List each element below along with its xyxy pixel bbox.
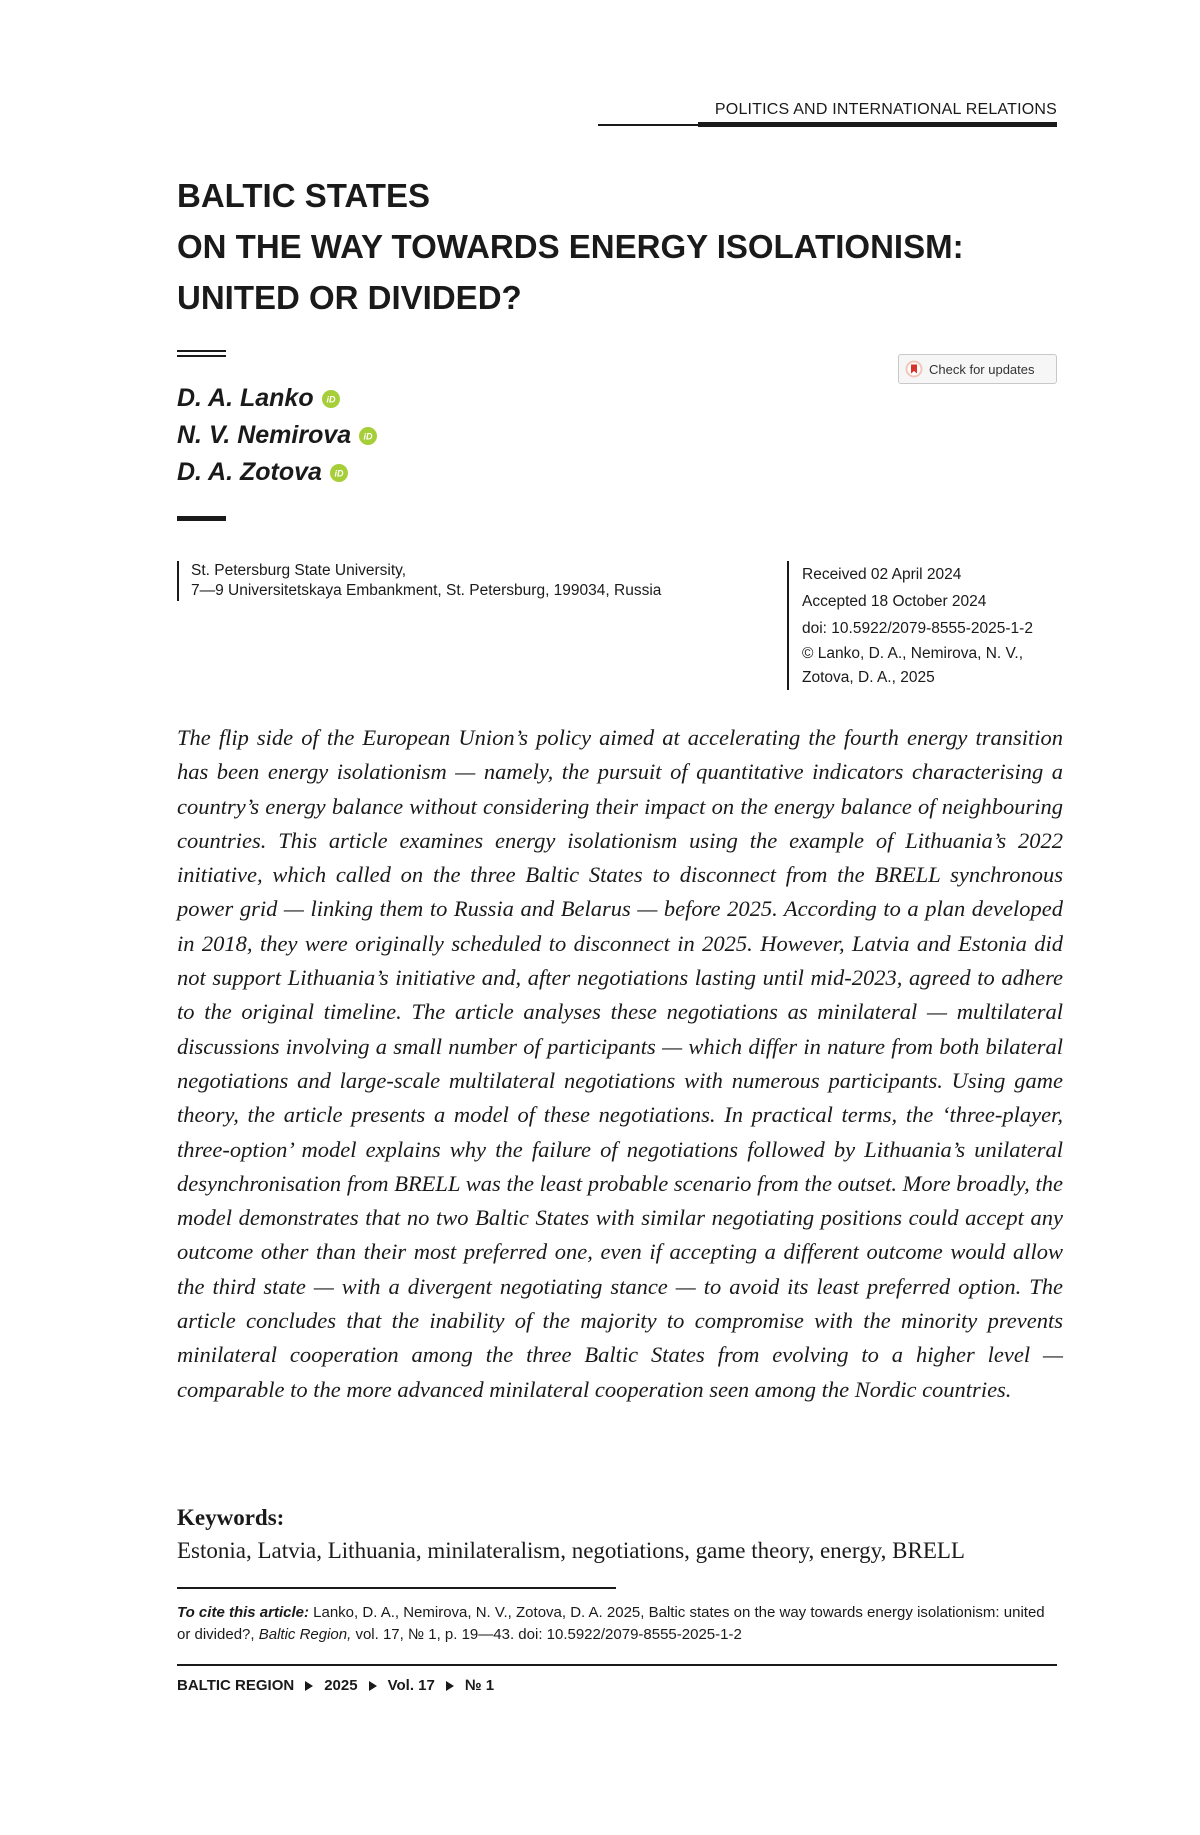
- footer-year: 2025: [324, 1677, 358, 1694]
- accepted-date: Accepted 18 October 2024: [802, 593, 987, 610]
- copyright-line: Zotova, D. A., 2025: [802, 669, 935, 686]
- title-line: BALTIC STATES: [177, 177, 430, 214]
- footer-issue: № 1: [464, 1677, 495, 1694]
- section-label: POLITICS AND INTERNATIONAL RELATIONS: [714, 101, 1057, 118]
- article-meta-block: [787, 561, 1033, 690]
- doi-link[interactable]: doi: 10.5922/2079-8555-2025-1-2: [802, 620, 1033, 637]
- author-item: [177, 454, 377, 491]
- abstract-text: The flip side of the European Union’s policy aimed at accelerating the fourth energy transition has been energy isolationism — namely, the pursuit of quantitative indicators characterising a country’s energy balance without considering their impact on the energy balance of neighbouring countries. This article examines energy isolationism using the example of Lithuania’s 2022 initiative, which called on the three Baltic States to disconnect from the BRELL synchronous power grid — linking them to Russia and Belarus — before 2025. According to a plan developed in 2018, they were originally scheduled to disconnect in 2025. However, Latvia and Estonia did not support Lithuania’s initiative and, after negotiations lasting until mid-2023, agreed to adhere to the original timeline. The article analyses these negotiations as minilateral — multilateral discussions involving a small number of participants — which differ in nature from both bilateral negotiations and large-scale multilateral negotiations with numerous participants. Using game theory, the article presents a model of these negotiations. In practical terms, the ‘three-player, three-option’ model explains why the failure of negotiations followed by Lithuania’s unilateral desynchronisation from BRELL was the least probable scenario from the outset. More broadly, the model demonstrates that no two Baltic States with similar negotiating positions could accept any outcome other than their most preferred one, even if accepting a different outcome would allow the third state — with a divergent negotiating stance — to avoid its least preferred option. The article concludes that the inability of the majority to compromise with the minority prevents minilateral cooperation among the three Baltic States from evolving to a higher level — comparable to the more advanced minilateral cooperation seen among the Nordic countries.: [177, 725, 1063, 1402]
- article-title: [177, 170, 1077, 323]
- orcid-icon[interactable]: [330, 464, 348, 482]
- check-for-updates-label: Check for updates: [929, 361, 1035, 377]
- footer-journal: BALTIC REGION: [177, 1677, 295, 1694]
- page-footer: [177, 1677, 494, 1694]
- author-name: D. A. Lanko: [177, 384, 314, 412]
- citation-rule: [177, 1587, 616, 1589]
- citation-text: [177, 1602, 1057, 1646]
- citation-label: To cite this article:: [177, 1604, 309, 1621]
- orcid-icon[interactable]: [322, 390, 340, 408]
- author-name: D. A. Zotova: [177, 458, 322, 486]
- double-rule-divider: [177, 350, 226, 360]
- author-list: [177, 380, 377, 491]
- citation-body-end: vol. 17, № 1, p. 19—43. doi: 10.5922/2079-8555-2025-1-2: [351, 1626, 742, 1643]
- keywords-heading: Keywords:: [177, 1505, 285, 1530]
- affiliation-block: [177, 561, 661, 601]
- footer-volume: Vol. 17: [387, 1677, 435, 1694]
- received-date: Received 02 April 2024: [802, 566, 962, 583]
- footer-rule: [177, 1664, 1057, 1666]
- copyright-line: © Lanko, D. A., Nemirova, N. V.,: [802, 645, 1024, 662]
- affiliation-line: 7—9 Universitetskaya Embankment, St. Petersburg, 199034, Russia: [191, 582, 662, 599]
- author-name: N. V. Nemirova: [177, 421, 352, 449]
- bookmark-badge-icon: [905, 360, 923, 378]
- author-item: [177, 380, 377, 417]
- svg-text:iD: iD: [363, 431, 373, 441]
- title-line: UNITED OR DIVIDED?: [177, 279, 522, 316]
- triangle-right-icon: [305, 1681, 313, 1691]
- orcid-icon[interactable]: [359, 427, 377, 445]
- header-rule-thin: [598, 124, 698, 126]
- triangle-right-icon: [446, 1681, 454, 1691]
- citation-body: Lanko, D. A., Nemirova, N. V., Zotova, D. A. 2025, Baltic states on the way towards energy isolationism: united or divided?,: [177, 1604, 1045, 1643]
- svg-text:iD: iD: [326, 394, 336, 404]
- title-line: ON THE WAY TOWARDS ENERGY ISOLATIONISM:: [177, 228, 964, 265]
- keywords-list: Estonia, Latvia, Lithuania, minilateralism, negotiations, game theory, energy, BRELL: [177, 1538, 965, 1563]
- affiliation-line: St. Petersburg State University,: [191, 562, 407, 579]
- author-item: [177, 417, 377, 454]
- check-for-updates-button[interactable]: [898, 354, 1057, 384]
- triangle-right-icon: [369, 1681, 377, 1691]
- author-block-rule: [177, 516, 226, 521]
- header-rule-thick: [698, 122, 1057, 127]
- citation-journal: Baltic Region,: [258, 1626, 352, 1643]
- svg-text:iD: iD: [334, 468, 344, 478]
- citation-block: [177, 1602, 1057, 1646]
